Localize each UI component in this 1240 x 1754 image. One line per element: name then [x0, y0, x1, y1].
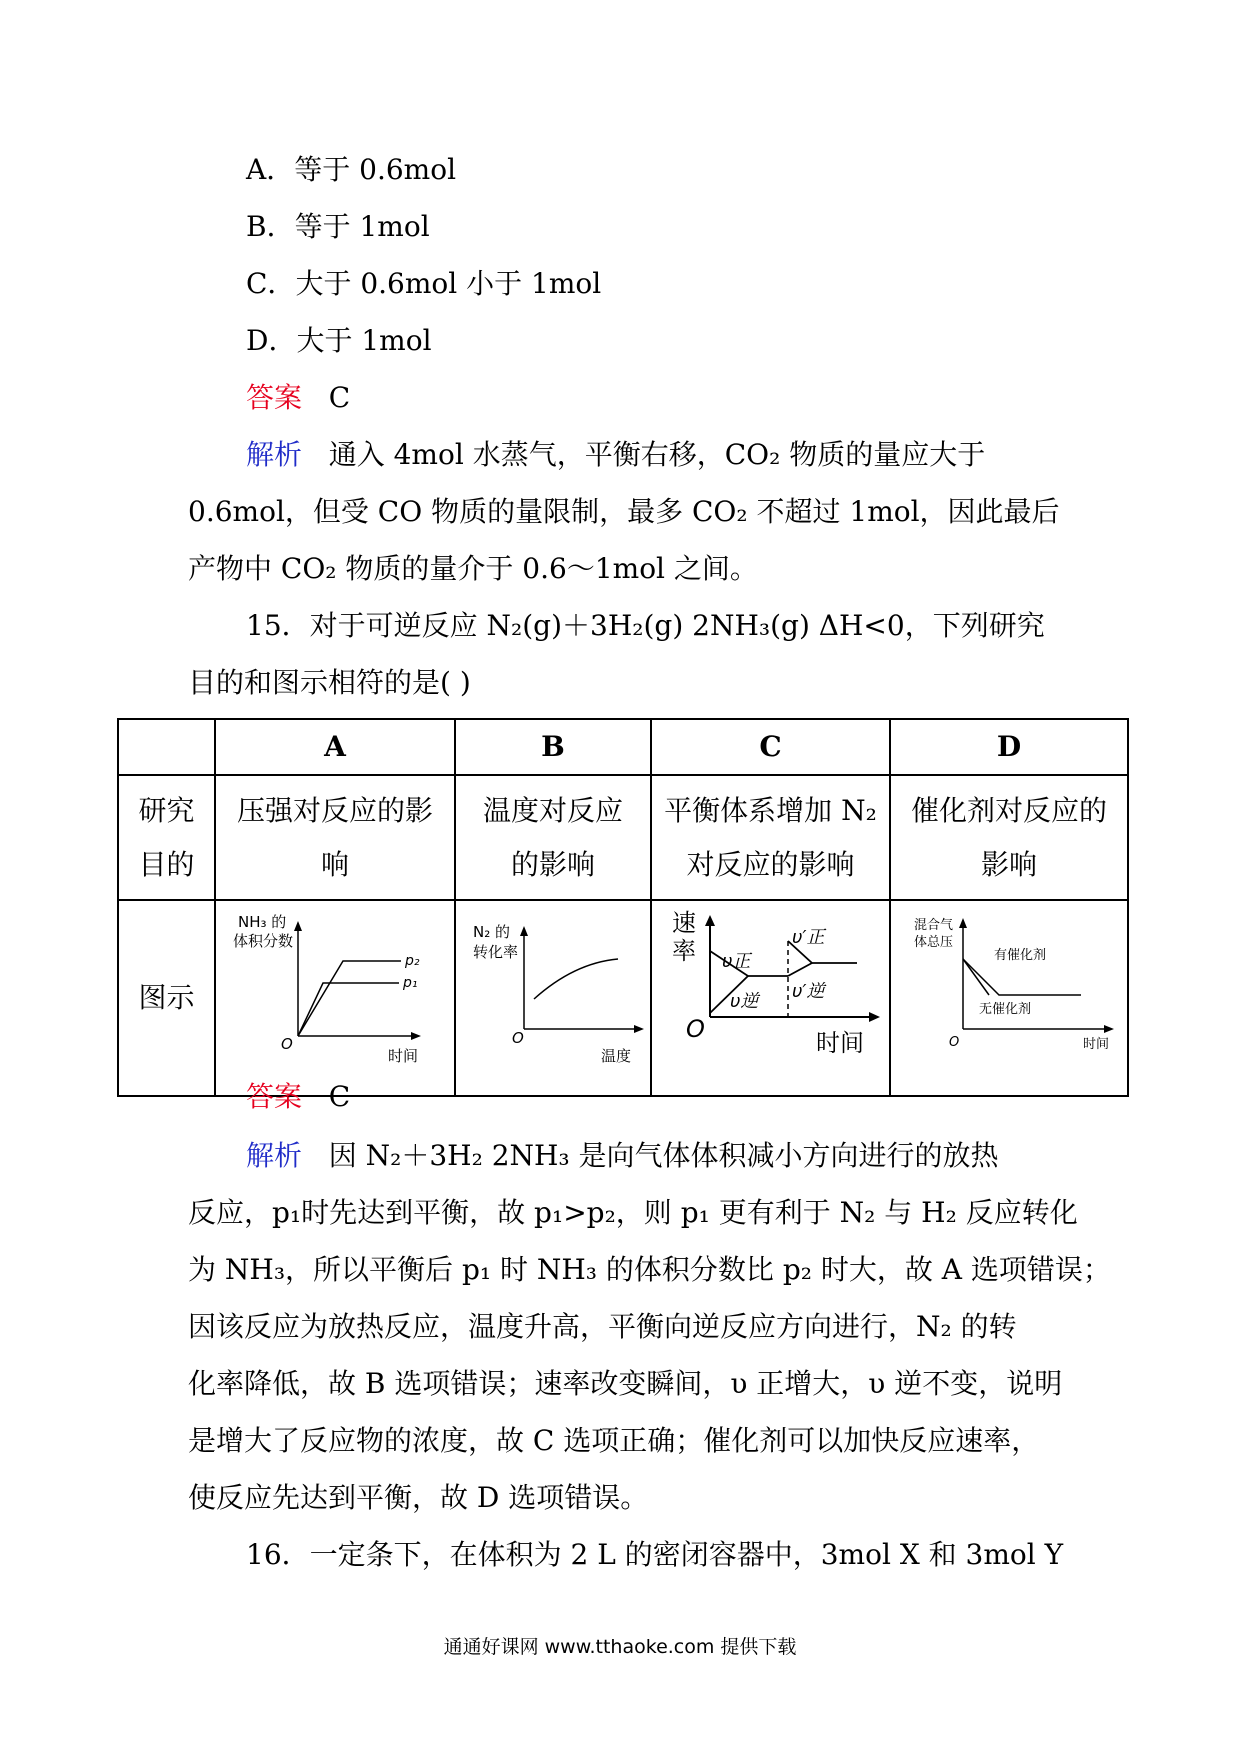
q15-answer	[246, 1079, 350, 1115]
q15-analysis-line1	[246, 1138, 999, 1174]
header-a: A	[215, 719, 455, 775]
origin-label: O	[512, 1029, 524, 1047]
analysis-text: 因 N₂＋3H₂ 2NH₃ 是向气体体积减小方向进行的放热	[328, 1139, 999, 1172]
answer-value: C	[328, 381, 351, 414]
q14-analysis-line2: 0.6mol，但受 CO 物质的量限制，最多 CO₂ 不超过 1mol，因此最后	[188, 495, 1060, 528]
label-p1: p₁	[403, 975, 418, 991]
label-without-catalyst: 无催化剂	[979, 1002, 1032, 1017]
option-letter: A．	[246, 153, 295, 186]
option-letter: D．	[246, 324, 297, 357]
y-label-line2: 体积分数	[233, 932, 294, 950]
purpose-line: 影响	[980, 847, 1037, 881]
option-text: 大于 1mol	[296, 324, 432, 357]
q14-analysis-line1	[246, 437, 985, 473]
origin-label: O	[686, 1015, 705, 1043]
option-text: 等于 0.6mol	[294, 153, 457, 186]
y-label-line2: 转化率	[473, 943, 519, 961]
label-v-forward: υ正	[722, 951, 751, 972]
q15-table	[117, 718, 1129, 1097]
option-a	[246, 152, 456, 188]
label-with-catalyst: 有催化剂	[994, 948, 1047, 963]
graph-b	[456, 901, 650, 1077]
curve-with-catalyst	[963, 959, 1081, 995]
q15-analysis-line7: 使反应先达到平衡，故 D 选项错误。	[188, 1481, 649, 1514]
option-text: 大于 0.6mol 小于 1mol	[295, 267, 602, 300]
y-label-line1: N₂ 的	[473, 923, 511, 941]
y-label-line1: 速	[672, 909, 696, 937]
header-d: D	[890, 719, 1128, 775]
table-header-row	[118, 719, 1128, 775]
label-p2: p₂	[405, 953, 420, 969]
x-label: 温度	[601, 1047, 632, 1065]
purpose-a	[215, 775, 455, 900]
graph-d	[891, 901, 1127, 1077]
y-label-line2: 率	[672, 937, 696, 965]
y-label-line2: 体总压	[914, 935, 954, 950]
curve-without-catalyst	[963, 959, 989, 995]
y-arrow	[705, 915, 715, 926]
graph-a	[216, 901, 454, 1077]
answer-label: 答案	[246, 381, 303, 414]
answer-value: C	[328, 1080, 351, 1113]
q16-stem-line1: 16．一定条下，在体积为 2 L 的密闭容器中，3mol X 和 3mol Y	[246, 1538, 1064, 1571]
q14-analysis-line3: 产物中 CO₂ 物质的量介于 0.6～1mol 之间。	[188, 552, 758, 585]
purpose-b	[455, 775, 651, 900]
option-letter: C．	[246, 267, 296, 300]
header-c: C	[651, 719, 890, 775]
row-label-figure: 图示	[118, 900, 215, 1096]
option-text: 等于 1mol	[294, 210, 430, 243]
y-label-line1: 混合气	[914, 918, 954, 933]
graph-a-cell	[215, 900, 455, 1096]
analysis-text: 通入 4mol 水蒸气，平衡右移，CO₂ 物质的量应大于	[328, 438, 986, 471]
table-corner-cell	[118, 719, 215, 775]
table-purpose-row	[118, 775, 1128, 900]
x-arrow	[411, 1032, 421, 1040]
graph-d-cell	[890, 900, 1128, 1096]
purpose-line: 的影响	[510, 847, 595, 881]
purpose-line: 催化剂对反应的	[910, 793, 1107, 827]
option-letter: B．	[246, 210, 295, 243]
page-footer: 通通好课网 www.tthaoke.com 提供下载	[443, 1636, 797, 1658]
y-label-line1: NH₃ 的	[238, 913, 287, 931]
purpose-line: 温度对反应	[482, 793, 623, 827]
label-v-reverse: υ逆	[730, 991, 759, 1012]
graph-b-cell	[455, 900, 651, 1096]
purpose-line: 对反应的影响	[686, 847, 855, 881]
option-b	[246, 209, 430, 245]
graph-c-cell	[651, 900, 890, 1096]
purpose-c	[651, 775, 890, 900]
purpose-d	[890, 775, 1128, 900]
y-arrow	[520, 926, 528, 936]
x-arrow	[1104, 1025, 1114, 1033]
header-b: B	[455, 719, 651, 775]
analysis-label: 解析	[246, 438, 303, 471]
q15-analysis-line4: 因该反应为放热反应，温度升高，平衡向逆反应方向进行，N₂ 的转	[188, 1310, 1017, 1343]
q15-stem-line2: 目的和图示相符的是( )	[188, 666, 471, 699]
purpose-line: 响	[320, 847, 349, 881]
origin-label: O	[949, 1035, 960, 1050]
purpose-line: 压强对反应的影	[236, 793, 433, 827]
option-d	[246, 323, 432, 359]
q15-analysis-line3: 为 NH₃，所以平衡后 p₁ 时 NH₃ 的体积分数比 p₂ 时大，故 A 选项错误；	[188, 1253, 1111, 1286]
row-label-purpose	[118, 775, 215, 900]
purpose-line: 平衡体系增加 N₂	[664, 793, 877, 827]
y-arrow	[959, 918, 967, 928]
curve-p2	[298, 961, 401, 1036]
label-v-forward-new: υ′正	[792, 927, 825, 948]
x-label: 时间	[1083, 1037, 1110, 1052]
answer-label: 答案	[246, 1080, 303, 1113]
conversion-curve	[534, 959, 618, 999]
q15-analysis-line6: 是增大了反应物的浓度，故 C 选项正确；催化剂可以加快反应速率，	[188, 1424, 1040, 1457]
q14-answer	[246, 380, 350, 416]
x-label: 时间	[388, 1047, 419, 1065]
label-v-reverse-new: υ′逆	[792, 981, 825, 1002]
q15-stem-line1: 15．对于可逆反应 N₂(g)＋3H₂(g) 2NH₃(g) ΔH<0，下列研究	[246, 609, 1045, 642]
option-c	[246, 266, 601, 302]
y-arrow	[294, 921, 302, 931]
graph-c	[652, 901, 889, 1077]
table-figure-row	[118, 900, 1128, 1096]
q15-analysis-line5: 化率降低，故 B 选项错误；速率改变瞬间，υ 正增大，υ 逆不变，说明	[188, 1367, 1063, 1400]
x-arrow	[869, 1012, 880, 1022]
origin-label: O	[281, 1035, 293, 1053]
x-label: 时间	[816, 1029, 864, 1057]
x-arrow	[634, 1025, 644, 1033]
q15-analysis-line2: 反应，p₁时先达到平衡，故 p₁>p₂，则 p₁ 更有利于 N₂ 与 H₂ 反应转化	[188, 1196, 1078, 1229]
analysis-label: 解析	[246, 1139, 303, 1172]
row-label-line: 目的	[138, 847, 195, 881]
curve-v-reverse-new	[788, 963, 812, 976]
row-label-line: 研究	[138, 793, 195, 827]
